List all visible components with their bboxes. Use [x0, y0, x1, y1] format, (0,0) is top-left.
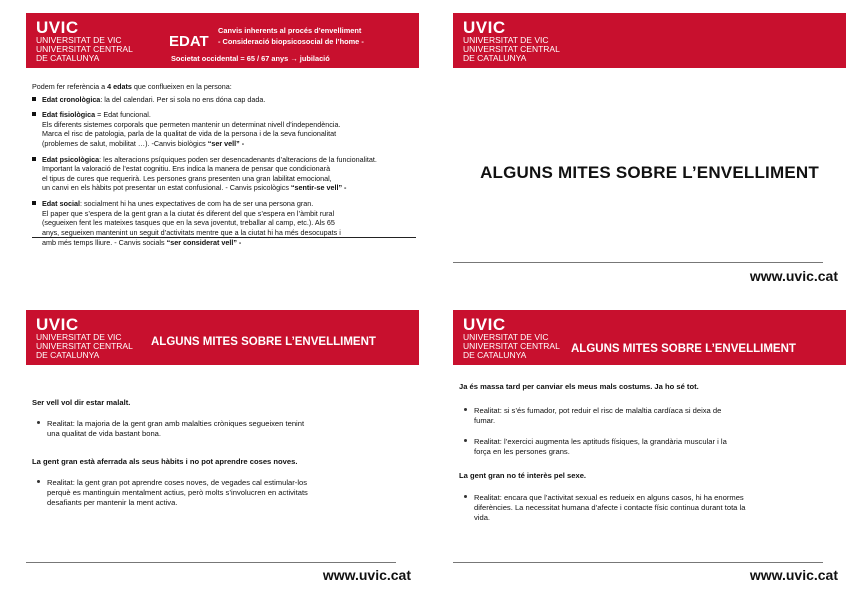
list-item: Realitat: la majoria de la gent gran amb malalties cròniques segueixen tenint una qualitat de vida bastant bona. — [32, 419, 412, 439]
slide-body — [32, 82, 416, 251]
banner-subtitle-2: - Consideració biopsicosocial de l’home - — [218, 37, 364, 46]
slide-body — [459, 382, 843, 523]
footer-divider — [453, 262, 823, 263]
banner-subtitle-3: Societat occidental = 65 / 67 anys → jubilació — [171, 54, 330, 63]
slide-title: ALGUNS MITES SOBRE L’ENVELLIMENT — [480, 163, 819, 182]
slide-banner — [26, 310, 419, 365]
banner-subtitle-1: Canvis inherents al procés d’envelliment — [218, 26, 362, 35]
list-item: Edat social: socialment hi ha unes expectatives de com ha de ser una persona gran. El paper que s’espera de la gent gran a la ciutat és diferent del que s’espera en l’àmbit rural (segueixen fent les mateixes tasques que en la seva joventut, treballar al camp, etc.). Als 65 anys, segueixen mantenint un seguit d’activitats mentre que a la ciutat hi ha més desocupats i amb més temps lliure. - Canvis socials “ser considerat vell” - — [32, 199, 416, 248]
list-item: Edat cronològica: la del calendari. Per si sola no ens dóna cap dada. — [32, 95, 416, 105]
slide-edat — [26, 13, 419, 298]
slide-banner — [26, 13, 419, 68]
bullet-icon — [37, 480, 40, 483]
slide-body — [32, 398, 412, 508]
slide-banner — [453, 310, 846, 365]
bullet-icon — [32, 201, 36, 205]
list-item: Realitat: si s’és fumador, pot reduir el risc de malaltia cardíaca si deixa de fumar. — [459, 406, 843, 426]
myth-heading: Ser vell vol dir estar malalt. — [32, 398, 131, 407]
list-item: Edat fisiològica = Edat funcional. Els diferents sistemes corporals que permeten mantenir un determinat nivell d’independència. Marca el risc de patologia, parla de la qualitat de vida de la persona i de la seva funcionalitat (problemes de salut, mobilitat …). -Canvis biològics “ser vell” - — [32, 110, 416, 148]
myth-heading: La gent gran no té interès pel sexe. — [459, 471, 587, 480]
bullet-icon — [32, 97, 36, 101]
uvic-logo: UVIC UNIVERSITAT DE VIC UNIVERSITAT CENTRAL DE CATALUNYA — [36, 18, 133, 63]
slide-title-mites — [453, 13, 846, 298]
uvic-logo: UVIC UNIVERSITAT DE VIC UNIVERSITAT CENTRAL DE CATALUNYA — [36, 315, 133, 360]
website-link[interactable]: www.uvic.cat — [322, 567, 411, 583]
myth-heading: La gent gran està aferrada als seus hàbits i no pot aprendre coses noves. — [32, 457, 298, 466]
slide-mites-2 — [453, 310, 846, 595]
intro-line: Podem fer referència a 4 edats que conflueixen en la persona: — [32, 82, 232, 91]
website-link[interactable]: www.uvic.cat — [749, 567, 838, 583]
list-item: Realitat: la gent gran pot aprendre coses noves, de vegades cal estimular-los perquè es mantinguin mentalment actius, però molts s’involucren en activitats desafiants per mantenir la ment activa. — [32, 478, 412, 508]
uvic-logo: UVIC UNIVERSITAT DE VIC UNIVERSITAT CENTRAL DE CATALUNYA — [463, 315, 560, 360]
bullet-icon — [464, 439, 467, 442]
website-link[interactable]: www.uvic.cat — [749, 268, 838, 284]
list-item: Realitat: l’exercici augmenta les aptituds físiques, la grandària muscular i la força en les persones grans. — [459, 437, 843, 457]
list-item: Realitat: encara que l’activitat sexual es redueix en alguns casos, hi ha enormes diferències. La necessitat humana d’afecte i contacte físic continua durant tota la vida. — [459, 493, 843, 523]
banner-title: ALGUNS MITES SOBRE L’ENVELLIMENT — [151, 336, 376, 348]
footer-divider — [453, 562, 823, 563]
bullet-icon — [32, 157, 36, 161]
banner-title: EDAT — [169, 33, 209, 50]
bullet-icon — [464, 495, 467, 498]
bullet-icon — [32, 112, 36, 116]
slide-mites-1 — [26, 310, 419, 595]
bullet-icon — [464, 408, 467, 411]
bullet-icon — [37, 421, 40, 424]
uvic-logo: UVIC UNIVERSITAT DE VIC UNIVERSITAT CENTRAL DE CATALUNYA — [463, 18, 560, 63]
list-item: Edat psicològica: les alteracions psíquiques poden ser desencadenants d’alteracions de la funcionalitat. Important la valoració de l’estat cognitiu. Ens indica la manera de pensar que condicionarà el tipus de cures que requerirà. Les persones grans presenten una gran labilitat emocional, un canvi en els hàbits pot presentar un estat confusional. - Canvis psicològics “sentir-se vell” - — [32, 155, 416, 193]
banner-title: ALGUNS MITES SOBRE L’ENVELLIMENT — [571, 343, 796, 355]
myth-heading: Ja és massa tard per canviar els meus mals costums. Ja ho sé tot. — [459, 382, 699, 391]
slide-banner — [453, 13, 846, 68]
footer-divider — [26, 562, 396, 563]
